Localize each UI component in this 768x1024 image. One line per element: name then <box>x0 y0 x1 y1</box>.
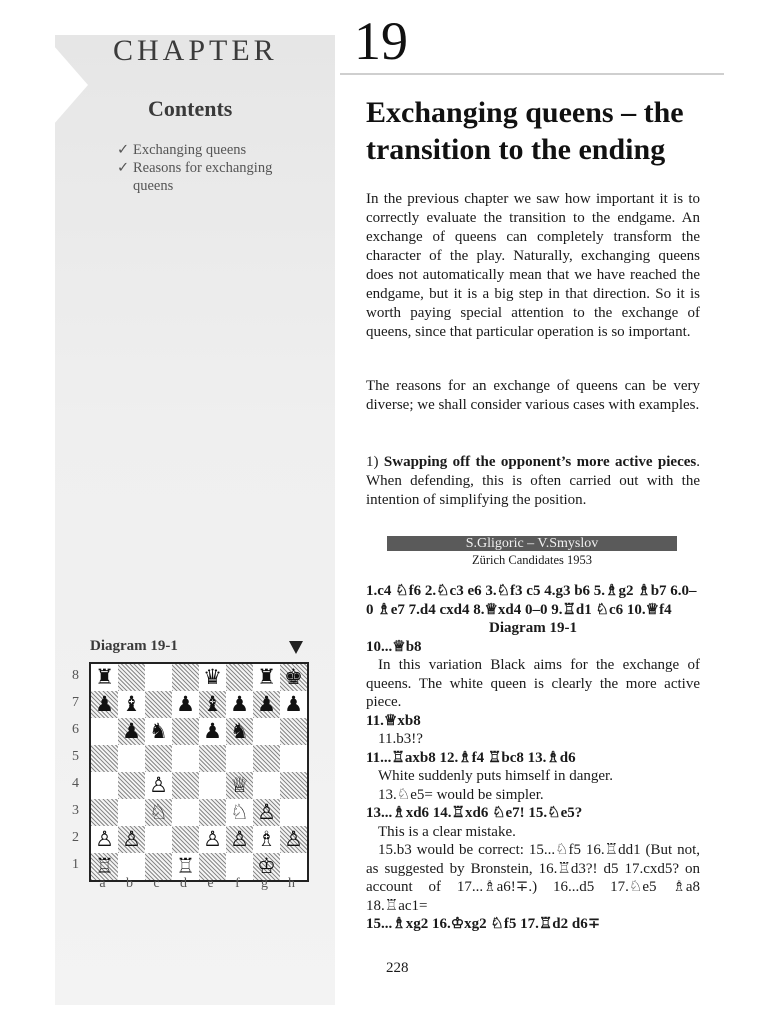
board-square-g5 <box>253 745 280 772</box>
board-square-b7: ♝ <box>118 691 145 718</box>
board-square-f6: ♞ <box>226 718 253 745</box>
board-square-e6: ♟ <box>199 718 226 745</box>
board-square-a1: ♖ <box>91 853 118 880</box>
board-square-d6 <box>172 718 199 745</box>
chapter-arrow-shape <box>40 30 88 140</box>
board-square-h2: ♙ <box>280 826 307 853</box>
board-square-g1: ♔ <box>253 853 280 880</box>
board-square-g4 <box>253 772 280 799</box>
chapter-title: Exchanging queens – the transition to the ending <box>366 96 684 166</box>
board-square-f5 <box>226 745 253 772</box>
file-label: a <box>99 876 106 891</box>
file-label: c <box>153 876 160 891</box>
point-1-paragraph <box>366 453 700 510</box>
board-square-b3 <box>118 799 145 826</box>
diagram-reference: Diagram 19-1 <box>489 620 577 636</box>
board-square-d5 <box>172 745 199 772</box>
board-square-d2 <box>172 826 199 853</box>
page-number: 228 <box>386 960 409 976</box>
board-square-a3 <box>91 799 118 826</box>
board-square-f7: ♟ <box>226 691 253 718</box>
annotation-line: 11.b3!? <box>378 731 423 747</box>
rank-labels <box>72 662 84 878</box>
file-label: g <box>261 876 268 891</box>
contents-item-label: Exchanging queens <box>133 142 247 158</box>
check-icon: ✓ <box>117 142 130 158</box>
contents-item <box>117 159 297 195</box>
board-square-e7: ♝ <box>199 691 226 718</box>
contents-item-label: Reasons for exchanging queens <box>133 160 273 194</box>
move-line: 1.c4 ♘f6 2.♘c3 e6 3.♘f3 c5 4.g3 b6 5.♗g2 ♗b7 6.0–0 ♗e7 7.d4 cxd4 8.♕xd4 0–0 9.♖d1 ♘c6 10.♕f4 <box>366 583 697 618</box>
file-label: b <box>126 876 133 891</box>
contents-item <box>117 141 297 159</box>
reasons-paragraph: The reasons for an exchange of queens can be very diverse; we shall consider various cases with examples. <box>366 378 700 413</box>
board-square-c8 <box>145 664 172 691</box>
game-moves <box>366 582 700 934</box>
game-players-bar: S.Gligoric – V.Smyslov <box>387 536 677 551</box>
board-square-e3 <box>199 799 226 826</box>
board-square-b6: ♟ <box>118 718 145 745</box>
rank-label: 5 <box>72 749 79 764</box>
chapter-rule <box>340 73 724 75</box>
rank-label: 6 <box>72 722 79 737</box>
rank-label: 2 <box>72 830 79 845</box>
point-1-number: 1) <box>366 454 384 470</box>
move-line: 11...♖axb8 12.♗f4 ♖bc8 13.♗d6 <box>366 749 576 766</box>
board-square-c7 <box>145 691 172 718</box>
board-square-c2 <box>145 826 172 853</box>
annotation-line: 13.♘e5= would be simpler. <box>378 786 544 803</box>
file-label: h <box>288 876 295 891</box>
board-square-a5 <box>91 745 118 772</box>
file-labels <box>89 876 309 892</box>
board-square-e2: ♙ <box>199 826 226 853</box>
contents-title: Contents <box>148 96 233 121</box>
black-to-move-triangle-icon <box>289 641 303 654</box>
board-square-h5 <box>280 745 307 772</box>
board-square-d8 <box>172 664 199 691</box>
board-square-d4 <box>172 772 199 799</box>
annotation-line: In this variation Black aims for the exchange of queens. The white queen is clearly the more active piece. <box>366 657 700 710</box>
board-square-h3 <box>280 799 307 826</box>
board-square-f2: ♙ <box>226 826 253 853</box>
move-line: 10...♕b8 <box>366 638 422 655</box>
board-square-g2: ♗ <box>253 826 280 853</box>
board-square-a2: ♙ <box>91 826 118 853</box>
board-square-a6 <box>91 718 118 745</box>
board-square-h4 <box>280 772 307 799</box>
diagram-label: Diagram 19-1 <box>90 638 178 654</box>
board-square-g8: ♜ <box>253 664 280 691</box>
board-square-g7: ♟ <box>253 691 280 718</box>
rank-label: 3 <box>72 803 79 818</box>
move-line: 15...♗xg2 16.♔xg2 ♘f5 17.♖d2 d6∓ <box>366 916 601 932</box>
point-1-text: . When defending, this is often carried out with the intention of simplifying the position. <box>366 454 700 508</box>
board-square-c5 <box>145 745 172 772</box>
board-square-e4 <box>199 772 226 799</box>
file-label: e <box>207 876 214 891</box>
board-square-f3: ♘ <box>226 799 253 826</box>
contents-list <box>117 141 297 195</box>
chess-board <box>89 662 309 882</box>
annotation-line: This is a clear mistake. <box>378 823 516 840</box>
board-square-g3: ♙ <box>253 799 280 826</box>
board-square-c6: ♞ <box>145 718 172 745</box>
point-1-heading: Swapping off the opponent’s more active pieces <box>383 454 697 470</box>
board-square-d1: ♖ <box>172 853 199 880</box>
check-icon: ✓ <box>117 160 130 176</box>
board-square-b4 <box>118 772 145 799</box>
move-line: 13...♗xd6 14.♖xd6 ♘e7! 15.♘e5? <box>366 805 583 821</box>
board-square-a7: ♟ <box>91 691 118 718</box>
board-square-d7: ♟ <box>172 691 199 718</box>
file-label: f <box>235 876 240 891</box>
board-square-h8: ♚ <box>280 664 307 691</box>
move-line: 11.♕xb8 <box>366 712 421 729</box>
board-square-d3 <box>172 799 199 826</box>
chapter-number: 19 <box>354 11 408 71</box>
chapter-divider <box>338 0 341 75</box>
annotation-line: White suddenly puts himself in danger. <box>378 768 613 784</box>
board-square-f8 <box>226 664 253 691</box>
rank-label: 7 <box>72 695 79 710</box>
board-square-h6 <box>280 718 307 745</box>
rank-label: 1 <box>72 857 79 872</box>
file-label: d <box>180 876 187 891</box>
intro-paragraph: In the previous chapter we saw how important it is to correctly evaluate the transition to the endgame. An exchange of queens can completely transform the character of the play. Naturally, exchanging queens does not automatically mean that we have reached the endgame, but it is a big step in that direction. So it is worth paying special attention to the exchange of queens, since that particular operation is so important. <box>366 191 700 340</box>
board-square-b2: ♙ <box>118 826 145 853</box>
board-square-a8: ♜ <box>91 664 118 691</box>
board-square-g6 <box>253 718 280 745</box>
board-square-e8: ♛ <box>199 664 226 691</box>
board-square-b8 <box>118 664 145 691</box>
board-square-h7: ♟ <box>280 691 307 718</box>
board-square-c3: ♘ <box>145 799 172 826</box>
board-square-e5 <box>199 745 226 772</box>
rank-label: 4 <box>72 776 79 791</box>
annotation-line: 15.b3 would be correct: 15...♘f5 16.♖dd1 (But not, as suggested by Bronstein, 16.♖d3?! d5 17.cxd5? on account of 17...♗a6!∓.) 16...d5 17.♘e5 ♗a8 18.♖ac1= <box>366 842 700 914</box>
board-square-f4: ♕ <box>226 772 253 799</box>
board-square-c4: ♙ <box>145 772 172 799</box>
rank-label: 8 <box>72 668 79 683</box>
board-square-b5 <box>118 745 145 772</box>
chapter-word: CHAPTER <box>113 34 278 67</box>
game-event: Zürich Candidates 1953 <box>471 553 593 567</box>
board-square-a4 <box>91 772 118 799</box>
